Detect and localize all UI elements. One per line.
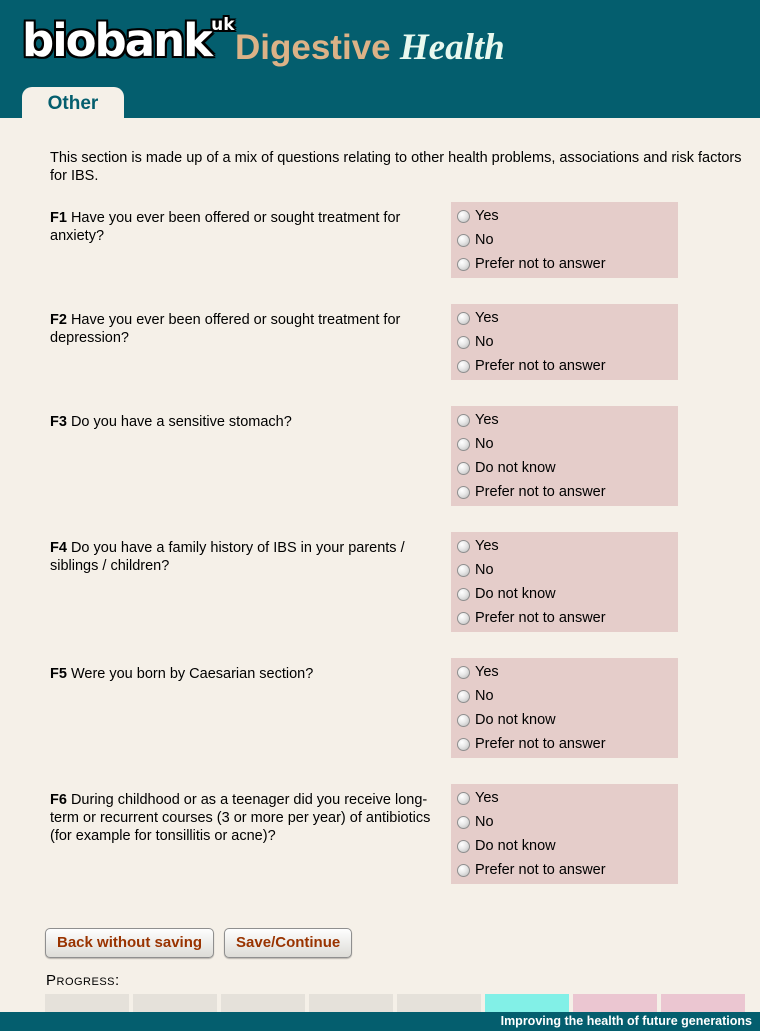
question-text — [50, 658, 446, 683]
answer-option-label: No — [475, 562, 494, 578]
answer-option-row — [451, 330, 678, 354]
answer-option-label: No — [475, 334, 494, 350]
page-title-health: Health — [390, 27, 505, 68]
section-intro-text: This section is made up of a mix of questions relating to other health problems, associations and risk factors for IBS. — [50, 150, 742, 184]
answer-option-row — [451, 558, 678, 582]
answer-radio[interactable] — [457, 360, 470, 373]
progress-segment-current — [485, 994, 569, 1012]
question-body: Do you have a sensitive stomach? — [70, 414, 292, 430]
question-text — [50, 784, 446, 845]
answer-option-label: Prefer not to answer — [475, 610, 606, 626]
tab-other[interactable]: Other — [22, 87, 124, 118]
footer-tagline: Improving the health of future generations — [500, 1014, 752, 1028]
progress-segment-done — [309, 994, 393, 1012]
answer-radio[interactable] — [457, 462, 470, 475]
answer-radio[interactable] — [457, 738, 470, 751]
question-body: Have you ever been offered or sought treatment for anxiety? — [50, 210, 401, 244]
answer-radio[interactable] — [457, 816, 470, 829]
answer-option-row — [451, 534, 678, 558]
answer-radio[interactable] — [457, 486, 470, 499]
question-text — [50, 406, 446, 431]
answer-option-row — [451, 252, 678, 276]
question-block — [50, 658, 745, 758]
page-title-digestive: Digestive — [235, 28, 391, 67]
answer-radio[interactable] — [457, 312, 470, 325]
form-actions — [45, 928, 352, 958]
question-list — [50, 202, 745, 884]
answer-option-row — [451, 708, 678, 732]
answer-radio[interactable] — [457, 588, 470, 601]
answer-panel — [451, 532, 678, 632]
answer-option-label: Do not know — [475, 460, 556, 476]
answer-option-label: Yes — [475, 208, 499, 224]
answer-option-row — [451, 228, 678, 252]
biobank-logo-uk: uk — [211, 15, 235, 35]
answer-panel — [451, 658, 678, 758]
answer-option-label: No — [475, 688, 494, 704]
question-number: F2 — [50, 312, 67, 328]
answer-option-label: Prefer not to answer — [475, 358, 606, 374]
question-number: F5 — [50, 666, 67, 682]
answer-option-label: Prefer not to answer — [475, 484, 606, 500]
save-continue-button[interactable]: Save/Continue — [224, 928, 352, 958]
progress-label: Progress: — [46, 972, 120, 989]
answer-option-row — [451, 786, 678, 810]
answer-radio[interactable] — [457, 564, 470, 577]
answer-option-label: Do not know — [475, 712, 556, 728]
progress-bar — [45, 994, 745, 1012]
answer-option-label: Prefer not to answer — [475, 256, 606, 272]
answer-radio[interactable] — [457, 840, 470, 853]
answer-option-row — [451, 408, 678, 432]
answer-radio[interactable] — [457, 258, 470, 271]
question-number: F4 — [50, 540, 67, 556]
answer-option-label: Yes — [475, 412, 499, 428]
answer-option-label: Yes — [475, 538, 499, 554]
answer-radio[interactable] — [457, 864, 470, 877]
answer-option-row — [451, 858, 678, 882]
question-number: F3 — [50, 414, 67, 430]
progress-segment-done — [133, 994, 217, 1012]
answer-radio[interactable] — [457, 414, 470, 427]
answer-radio[interactable] — [457, 438, 470, 451]
answer-radio[interactable] — [457, 540, 470, 553]
answer-option-row — [451, 480, 678, 504]
progress-segment-remaining — [573, 994, 657, 1012]
answer-option-label: Yes — [475, 790, 499, 806]
answer-option-row — [451, 204, 678, 228]
biobank-logo — [22, 14, 235, 67]
form-content — [0, 118, 760, 884]
progress-segment-done — [397, 994, 481, 1012]
answer-radio[interactable] — [457, 792, 470, 805]
answer-option-label: Yes — [475, 310, 499, 326]
answer-option-row — [451, 606, 678, 630]
progress-segment-done — [221, 994, 305, 1012]
answer-option-row — [451, 660, 678, 684]
answer-option-row — [451, 732, 678, 756]
question-number: F1 — [50, 210, 67, 226]
progress-segment-remaining — [661, 994, 745, 1012]
answer-option-label: Do not know — [475, 838, 556, 854]
question-body: Have you ever been offered or sought treatment for depression? — [50, 312, 401, 346]
biobank-logo-text: biobank — [22, 14, 212, 67]
answer-option-label: No — [475, 232, 494, 248]
answer-option-row — [451, 354, 678, 378]
question-text — [50, 304, 446, 347]
answer-option-label: Yes — [475, 664, 499, 680]
answer-panel — [451, 406, 678, 506]
answer-panel — [451, 304, 678, 380]
answer-radio[interactable] — [457, 336, 470, 349]
question-number: F6 — [50, 792, 67, 808]
answer-option-label: No — [475, 814, 494, 830]
page-title — [235, 26, 505, 69]
answer-radio[interactable] — [457, 714, 470, 727]
answer-option-label: Prefer not to answer — [475, 862, 606, 878]
question-block — [50, 304, 745, 380]
page-header — [0, 0, 760, 118]
answer-option-row — [451, 432, 678, 456]
page-footer — [0, 1012, 760, 1031]
question-block — [50, 532, 745, 632]
question-block — [50, 406, 745, 506]
answer-radio[interactable] — [457, 666, 470, 679]
question-text — [50, 202, 446, 245]
answer-option-label: Do not know — [475, 586, 556, 602]
answer-radio[interactable] — [457, 234, 470, 247]
answer-panel — [451, 202, 678, 278]
question-block — [50, 784, 745, 884]
answer-option-row — [451, 810, 678, 834]
answer-option-label: Prefer not to answer — [475, 736, 606, 752]
back-without-saving-button[interactable]: Back without saving — [45, 928, 214, 958]
progress-segment-done — [45, 994, 129, 1012]
answer-option-row — [451, 582, 678, 606]
answer-option-row — [451, 456, 678, 480]
answer-option-label: No — [475, 436, 494, 452]
question-body: Do you have a family history of IBS in your parents / siblings / children? — [50, 540, 405, 574]
answer-radio[interactable] — [457, 690, 470, 703]
answer-panel — [451, 784, 678, 884]
question-block — [50, 202, 745, 278]
answer-radio[interactable] — [457, 210, 470, 223]
question-body: Were you born by Caesarian section? — [70, 666, 314, 682]
question-text — [50, 532, 446, 575]
answer-option-row — [451, 684, 678, 708]
answer-option-row — [451, 834, 678, 858]
question-body: During childhood or as a teenager did you receive long-term or recurrent courses (3 or more per year) of antibiotics (for example for tonsillitis or acne)? — [50, 792, 431, 844]
answer-option-row — [451, 306, 678, 330]
answer-radio[interactable] — [457, 612, 470, 625]
